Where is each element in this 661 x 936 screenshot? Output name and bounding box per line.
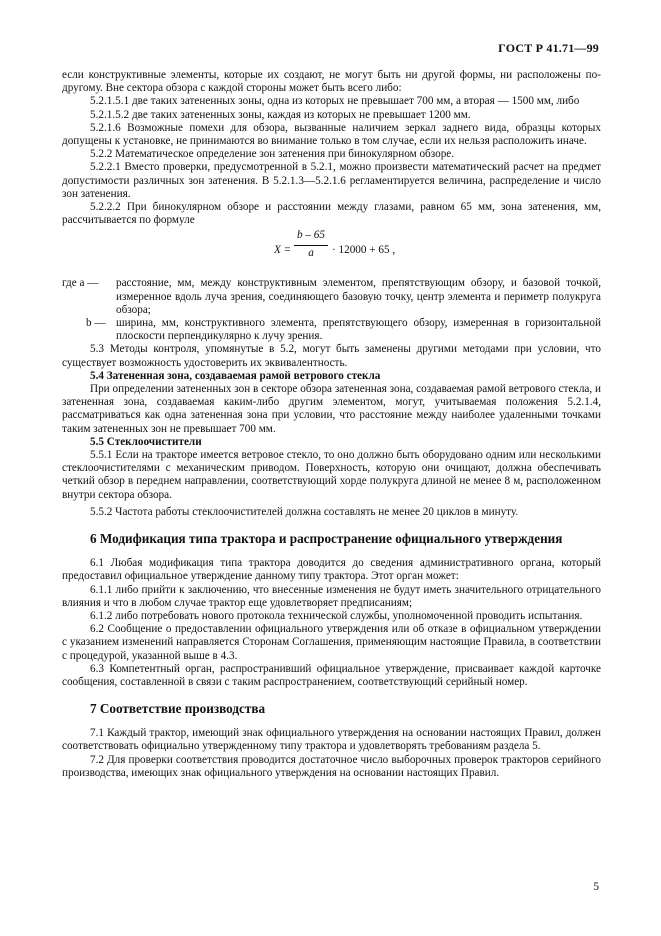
heading-5-4: 5.4 Затененная зона, создаваемая рамой ветрового стекла [90,369,381,382]
paragraph-5-2-1-5-1: 5.2.1.5.1 две таких затененных зоны, одна из которых не превышает 700 мм, а вторая — 1500 мм, либо [90,95,580,108]
heading-section-7: 7 Соответствие производства [90,701,266,717]
paragraph-6-3: 6.3 Компетентный орган, распространивший официальное утверждение, присваивает каждой карточке сообщения, составленной в связи с таким распространением, соответствующий серийный номер. [62,662,601,688]
paragraph-5-2-2-2: 5.2.2.2 При бинокулярном обзоре и расстоянии между глазами, равном 65 мм, зона затенения, мм, рассчитывается по формуле [62,201,601,227]
paragraph-5-2-2-1: 5.2.2.1 Вместо проверки, предусмотренной в 5.2.1, можно произвести математический расчет на предмет допустимости различных зон затенения. В 5.2.1.3—5.2.1.6 регламентируется величина, распределение и число зон затенения. [62,161,601,200]
standard-header: ГОСТ Р 41.71—99 [498,41,599,55]
paragraph-5-3: 5.3 Методы контроля, упомянутые в 5.2, могут быть заменены другими методами при условии, что существует возможность удостоверить их эквивалентность. [62,343,601,369]
definition-b [62,317,601,343]
definition-b-label: b — [86,317,106,330]
definition-a-text: расстояние, мм, между конструктивным элементом, препятствующим обзору, и базовой точкой, измеренное вдоль луча зрения, соединяющего базовую точку, центр элемента и периметр полукруга обзора; [116,277,601,316]
paragraph-5-5-2: 5.5.2 Частота работы стеклоочистителей должна составлять не менее 20 циклов в минуту. [90,505,519,518]
formula-fraction [294,229,328,259]
paragraph-5-2-2: 5.2.2 Математическое определение зон затенения при бинокулярном обзоре. [90,148,455,161]
page-number: 5 [593,881,599,893]
document-body [62,69,601,780]
paragraph-6-1-2: 6.1.2 либо потребовать нового протокола технической службы, уполномоченной проводить испытания. [90,609,583,622]
formula-numerator: b – 65 [294,229,328,245]
heading-5-5: 5.5 Стеклоочистители [90,435,202,448]
definition-a-label: где a — [62,277,99,290]
paragraph-6-1: 6.1 Любая модификация типа трактора доводится до сведения административного органа, который предоставил официальное утверждение данному типу трактора. Этот орган может: [62,557,601,583]
definition-a [62,277,601,317]
paragraph-5-4: При определении затененных зон в секторе обзора затененная зона, создаваемая рамой ветрового стекла, и затененная зона, создаваемая каким-либо другим элементом, могут, учитываемая положения 5.2.1.4, рассматриваться как одна затененная зона при условии, что расстояние между наиболее удаленными точками таким затененных зон не превышает 700 мм. [62,383,601,435]
paragraph-5-5-1: 5.5.1 Если на тракторе имеется ветровое стекло, то оно должно быть оборудовано одним или несколькими стеклоочистителями с механическим приводом. Поверхность, которую они очищают, должна обеспечивать четкий обзор в переднем направлении, соответствующий хорде полукруга длиной не менее 8 м, расположенном внутри сектора обзора. [62,449,601,501]
paragraph-7-1: 7.1 Каждый трактор, имеющий знак официального утверждения на основании настоящих Правил, должен соответствовать официально утвержденному типу трактора и удовлетворять требованиям раздела 5. [62,727,601,753]
heading-section-6: 6 Модификация типа трактора и распространение официального утверждения [90,531,563,547]
paragraph-6-2: 6.2 Сообщение о предоставлении официального утверждения или об отказе в официальном утверждении с указанием изменений направляется Сторонам Соглашения, применяющим настоящие Правила, в соответствии с процедурой, указанной выше в 4.3. [62,623,601,662]
paragraph-top: если конструктивные элементы, которые их создают, не могут быть ни другой формы, ни расположены по-другому. Вне сектора обзора с каждой стороны может быть всего либо: [62,69,601,95]
formula-lhs: X = [274,244,292,257]
paragraph-7-2: 7.2 Для проверки соответствия проводится достаточное число выборочных проверок тракторов серийного производства, имеющих знак официального утверждения на основании настоящих Правил. [62,753,601,779]
formula-denominator: a [308,246,314,259]
formula-rest: · 12000 + 65 , [332,244,396,257]
paragraph-6-1-1: 6.1.1 либо прийти к заключению, что внесенные изменения не будут иметь значительного отрицательного влияния и что в любом случае трактор еще удовлетворяет предписаниям; [62,583,601,609]
paragraph-5-2-1-5-2: 5.2.1.5.2 две таких затененных зоны, каждая из которых не превышает 1200 мм. [90,108,471,121]
formula [62,229,601,273]
paragraph-5-2-1-6: 5.2.1.6 Возможные помехи для обзора, вызванные наличием зеркал заднего вида, образцы которых допущены к установке, не принимаются во внимание только в том случае, если их нельзя расположить иначе. [62,121,601,148]
definition-b-text: ширина, мм, конструктивного элемента, препятствующего обзору, измеренная в горизонтальной плоскости перпендикулярно к лучу зрения. [116,317,601,343]
